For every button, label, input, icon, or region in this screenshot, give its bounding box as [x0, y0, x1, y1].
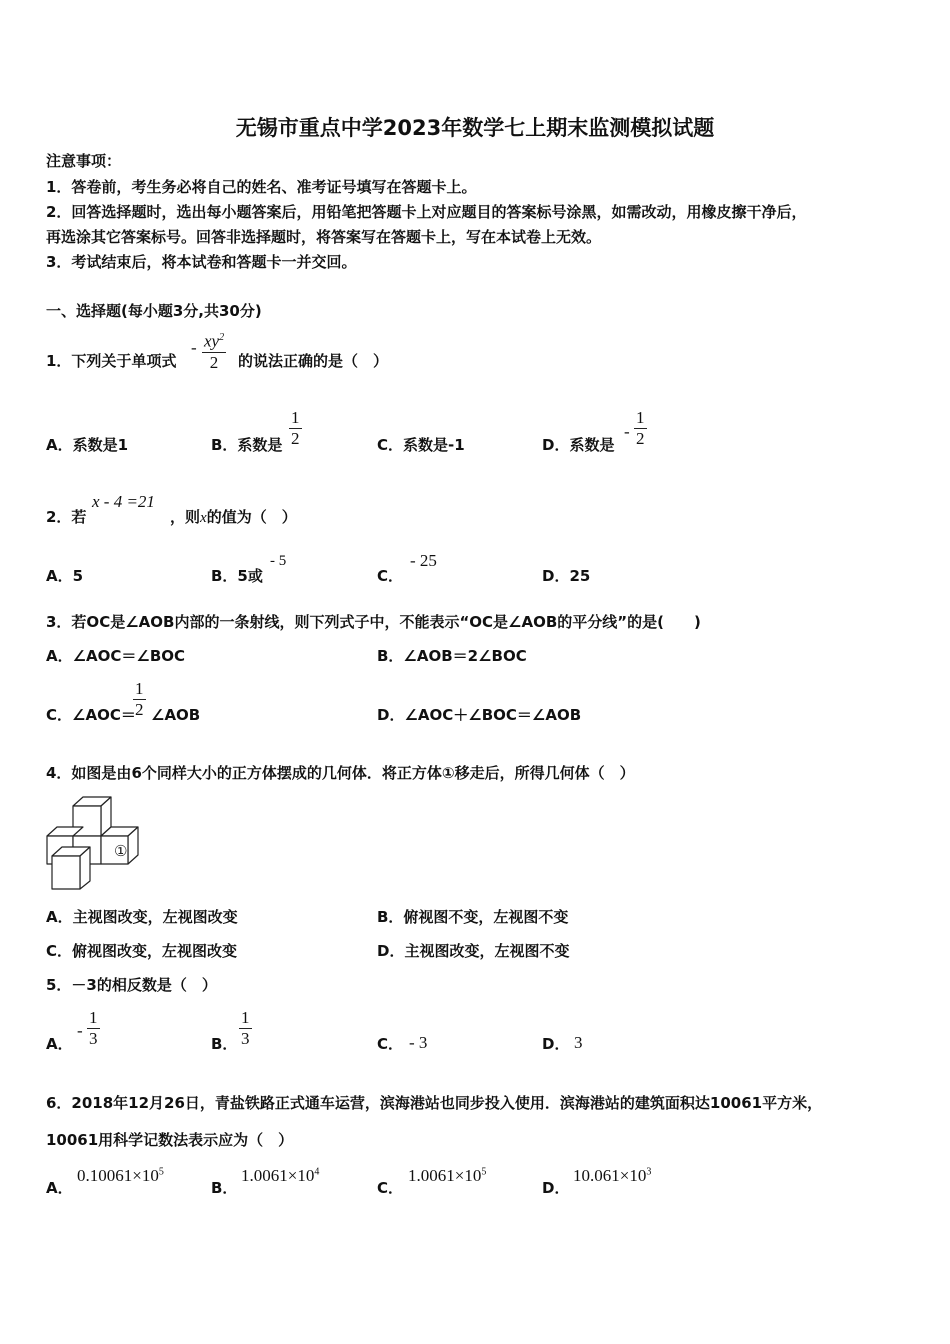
q2-option-c: C． [377, 567, 404, 585]
q6-b-exp: 4 [314, 1166, 320, 1178]
q2-expr: x - 4 =21 [92, 492, 155, 511]
q6-a-base: 0.10061×10 [77, 1166, 159, 1185]
q2-option-d: D．25 [542, 567, 591, 585]
q3-option-b: B．∠AOB＝2∠BOC [377, 647, 527, 665]
page-title: 无锡市重点中学2023年数学七上期末监测模拟试题 [235, 116, 715, 140]
q6-stem-1: 6．2018年12月26日，青盐铁路正式通车运营，滨海港站也同步投入使用．滨海港站的建筑面积达10061平方米， [46, 1094, 823, 1112]
q1-option-b: B．系数是 [211, 436, 283, 454]
q5-b-den: 3 [241, 1029, 250, 1048]
q5-c-val: - 3 [409, 1033, 428, 1052]
notice-line-3: 3．考试结束后，将本试卷和答题卡一并交回。 [46, 253, 357, 271]
q2-option-b: B．5或 [211, 567, 263, 585]
q2-mid: ，则 [170, 508, 201, 526]
q6-option-b: B． [211, 1179, 238, 1197]
q4-option-c: C．俯视图改变，左视图改变 [46, 942, 238, 960]
q5-a-num: 1 [89, 1008, 98, 1027]
q6-d-value [573, 1166, 651, 1186]
q6-option-a: A． [46, 1179, 73, 1197]
q5-option-a-fraction [87, 1008, 100, 1049]
q5-d-val: 3 [574, 1033, 583, 1052]
q4-option-a: A．主视图改变，左视图改变 [46, 908, 238, 926]
q3-option-c-fraction [133, 679, 146, 720]
q6-a-exp: 5 [158, 1166, 164, 1178]
q5-option-a: A． [46, 1035, 73, 1053]
q3-stem: 3．若OC是∠AOB内部的一条射线，则下列式子中，不能表示“OC是∠AOB的平分线”的是( ) [46, 613, 701, 631]
q1-b-num: 1 [291, 408, 300, 427]
q5-option-c: C． [377, 1035, 404, 1053]
q1-d-den: 2 [636, 429, 645, 448]
q5-a-den: 3 [89, 1029, 98, 1048]
notice-heading: 注意事项： [46, 152, 122, 170]
q1-d-minus: - [624, 422, 630, 441]
q4-option-d: D．主视图改变，左视图不变 [377, 942, 570, 960]
q5-option-d: D． [542, 1035, 570, 1053]
q1-prefix: 1．下列关于单项式 [46, 352, 177, 370]
q5-option-b: B． [211, 1035, 238, 1053]
q4-stem: 4．如图是由6个同样大小的正方体摆成的几何体．将正方体①移走后，所得几何体（ ） [46, 764, 635, 782]
q6-option-d: D． [542, 1179, 570, 1197]
q2-suffix: 的值为（ ） [206, 508, 297, 526]
q2-stem-rest [170, 507, 297, 528]
q2-var: x [200, 510, 207, 526]
q4-cube-figure [42, 794, 146, 894]
q4-option-b: B．俯视图不变，左视图不变 [377, 908, 569, 926]
q3-option-c-suffix: ∠AOB [151, 706, 201, 724]
notice-line-2a: 2．回答选择题时，选出每小题答案后，用铅笔把答题卡上对应题目的答案标号涂黑，如需改动，用橡皮擦干净后， [46, 203, 807, 221]
section-heading: 一、选择题(每小题3分,共30分) [46, 302, 262, 320]
q1-d-num: 1 [636, 408, 645, 427]
cube-label: ① [114, 842, 128, 860]
q5-a-minus: - [77, 1021, 83, 1040]
q2-b-val: - 5 [270, 553, 287, 569]
q1-fraction [202, 328, 226, 373]
q1-option-d: D．系数是 [542, 436, 615, 454]
q5-b-num: 1 [241, 1008, 250, 1027]
q6-b-base: 1.0061×10 [241, 1166, 315, 1185]
q1-num-sup: 2 [219, 332, 225, 343]
q3-c-den: 2 [135, 700, 144, 719]
q1-minus: - [191, 338, 197, 357]
q6-c-value [408, 1166, 486, 1186]
q6-d-base: 10.061×10 [573, 1166, 647, 1185]
q2-prefix: 2．若 [46, 508, 87, 526]
q1-option-c: C．系数是-1 [377, 436, 465, 454]
q1-b-den: 2 [291, 429, 300, 448]
q6-a-value [77, 1166, 164, 1186]
q6-stem-2: 10061用科学记数法表示应为（ ） [46, 1131, 294, 1149]
q5-option-b-fraction [239, 1008, 252, 1049]
q1-option-b-fraction [289, 408, 302, 449]
q1-option-a: A．系数是1 [46, 436, 129, 454]
notice-line-1: 1．答卷前，考生务必将自己的姓名、准考证号填写在答题卡上。 [46, 178, 477, 196]
q6-d-exp: 3 [646, 1166, 652, 1178]
q1-option-d-fraction [634, 408, 647, 449]
cube-front-front [52, 856, 80, 889]
q1-den: 2 [209, 352, 219, 372]
q1-stem [46, 351, 176, 371]
q2-option-a: A．5 [46, 567, 84, 585]
q3-option-c-prefix: C．∠AOC＝ [46, 706, 136, 724]
notice-line-2b: 再选涂其它答案标号。回答非选择题时，将答案写在答题卡上，写在本试卷上无效。 [46, 228, 602, 246]
q6-option-c: C． [377, 1179, 404, 1197]
q3-c-num: 1 [135, 679, 144, 698]
q1-num: xy [204, 331, 220, 351]
q3-option-a: A．∠AOC＝∠BOC [46, 647, 186, 665]
q2-c-val: - 25 [410, 551, 437, 570]
q6-c-base: 1.0061×10 [408, 1166, 482, 1185]
q3-option-d: D．∠AOC＋∠BOC＝∠AOB [377, 706, 582, 724]
q1-suffix: 的说法正确的是（ ） [238, 352, 389, 370]
q5-stem: 5．－3的相反数是（ ） [46, 976, 217, 994]
q6-b-value [241, 1166, 319, 1186]
q6-c-exp: 5 [481, 1166, 487, 1178]
